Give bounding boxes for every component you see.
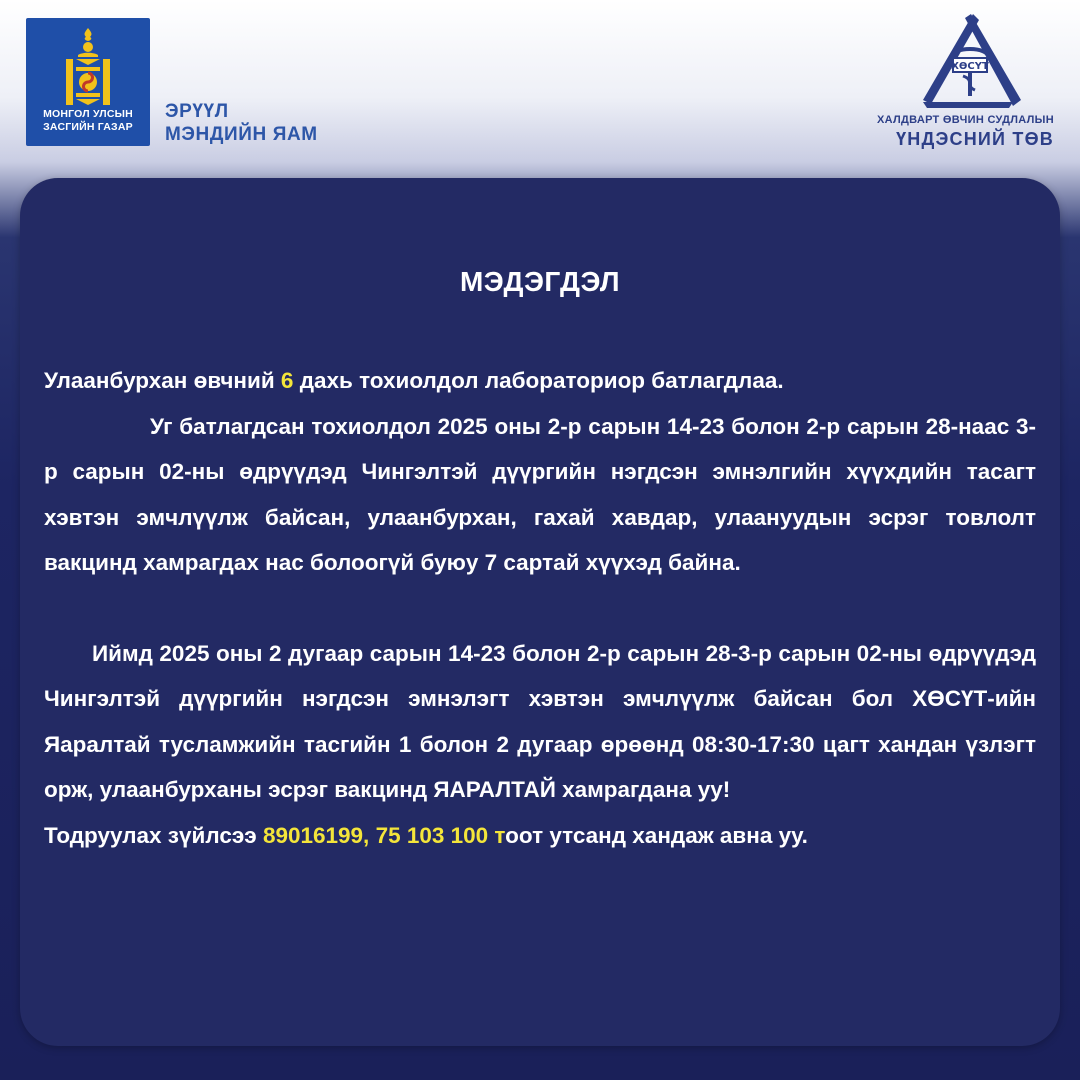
- header: [0, 0, 1080, 180]
- notice-body: [44, 358, 1036, 858]
- paragraph-spacer: [44, 586, 1036, 631]
- government-logo: [26, 18, 150, 146]
- phone-numbers-highlight: 89016199, 75 103 100 т: [262, 822, 506, 848]
- notice-paragraph-2: Уг батлагдсан тохиолдол 2025 оны 2-р сарын 14-23 болон 2-р сарын 28-наас 3-р сарын 02-ны өдрүүдэд Чингэлтэй дүүргийн нэгдсэн эмнэлгийн хүүхдийн тасагт хэвтэн эмчлүүлж байсан, улаанбурхан, гахай хавдар, улаануудын эсрэг товлолт вакцинд хамрагдах нас болоогүй буюу 7 сартай хүүхэд байна.: [44, 413, 1036, 575]
- notice-card: [20, 178, 1060, 1046]
- notice-paragraph-1: Улаанбурхан өвчний 6 дахь тохиолдол лабораториор батлагдлаа.: [44, 368, 784, 393]
- case-number-highlight: 6: [280, 368, 294, 393]
- notice-title: МЭДЭГДЭЛ: [459, 266, 621, 297]
- nidc-emblem-text: ХӨСҮТ: [951, 61, 989, 72]
- ministry-of-health-name: ЭРҮҮЛ МЭНДИЙН ЯАМ: [165, 101, 318, 145]
- nidc-triangle-emblem-icon: [915, 10, 1025, 110]
- notice-paragraph-3: Иймд 2025 оны 2 дугаар сарын 14-23 болон 2-р сарын 28-3-р сарын 02-ны өдрүүдэд Чингэлтэй дүүргийн нэгдсэн эмнэлэгт хэвтэн эмчлүүлж байсан бол ХӨСҮТ-ийн Яаралтай тусламжийн тасгийн 1 болон 2 дугаар өрөөнд 08:30-17:30 цагт хандан үзлэгт орж, улаанбурханы эсрэг вакцинд ЯАРАЛТАЙ хамрагдана уу!: [44, 640, 1036, 802]
- notice-contact-line: Тодруулах зүйлсээ 89016199, 75 103 100 тоот утсанд хандаж авна уу.: [44, 822, 808, 848]
- government-name: МОНГОЛ УЛСЫН ЗАСГИЙН ГАЗАР: [43, 108, 133, 133]
- soyombo-emblem-icon: [62, 26, 114, 110]
- nidc-name: ХАЛДВАРТ ӨВЧИН СУДЛАЛЫН ҮНДЭСНИЙ ТӨВ: [876, 114, 1054, 149]
